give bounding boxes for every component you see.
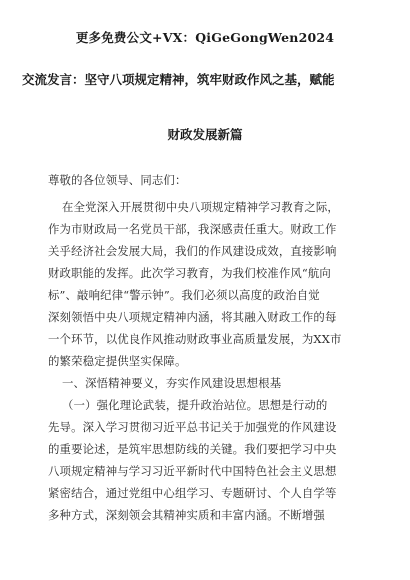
- section-heading: 一、深悟精神要义，夯实作风建设思想根基: [62, 376, 282, 390]
- body-line: 的繁荣稳定提供坚实保障。: [48, 354, 187, 368]
- body-line: 八项规定精神与学习习近平新时代中国特色社会主义思想: [48, 464, 337, 478]
- body-line: 标”、敲响纪律“警示钟”。我们必须以高度的政治自觉: [48, 288, 320, 302]
- body-line: 关乎经济社会发展大局，我们的作风建设成效，直接影响: [48, 244, 337, 258]
- body-line: 深刻领悟中央八项规定精神内涵，将其融入财政工作的每: [48, 310, 337, 324]
- body-line: 的重要论述，是筑牢思想防线的关键。我们要把学习中央: [48, 442, 337, 456]
- subsection-heading: （一）强化理论武装，提升政治站位。思想是行动的: [62, 398, 328, 412]
- body-line: 紧密结合，通过党组中心组学习、专题研讨、个人自学等: [48, 486, 337, 500]
- body-line: 作为市财政局一名党员干部，我深感责任重大。财政工作: [48, 222, 337, 236]
- page-header: 更多免费公文+VX：QiGeGongWen2024: [75, 30, 335, 45]
- body-line: 在全党深入开展贯彻中央八项规定精神学习教育之际，: [62, 200, 339, 214]
- salutation: 尊敬的各位领导、同志们：: [48, 173, 187, 187]
- body-line: 一个环节，以优良作风推动财政事业高质量发展，为XX市: [48, 332, 342, 346]
- body-line: 先导。深入学习贯彻习近平总书记关于加强党的作风建设: [48, 420, 337, 434]
- body-line: 多种方式，深刻领会其精神实质和丰富内涵。不断增强: [48, 508, 325, 522]
- body-line: 财政职能的发挥。此次学习教育，为我们校准作风“航向: [48, 266, 331, 280]
- title-line-2: 财政发展新篇: [167, 127, 243, 142]
- title-line-1: 交流发言：坚守八项规定精神，筑牢财政作风之基，赋能: [22, 72, 335, 87]
